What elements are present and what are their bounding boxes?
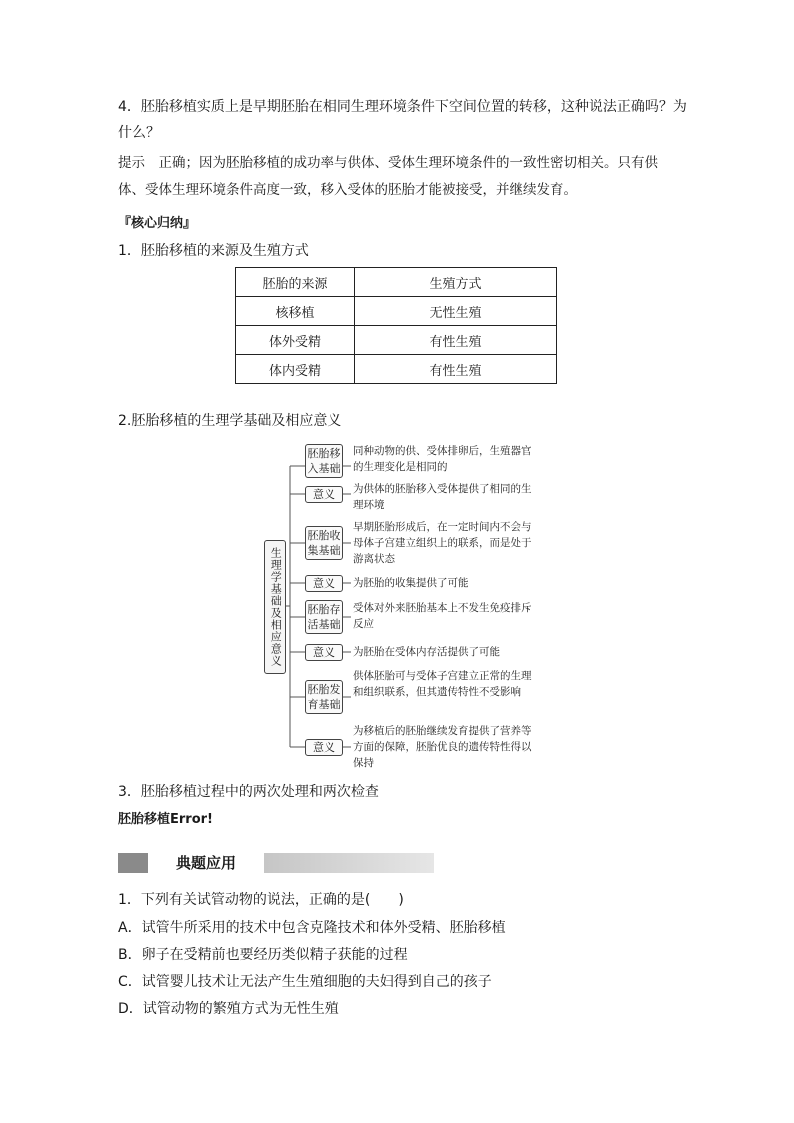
node-text-meaning-1: 为供体的胚胎移入受体提供了相同的生理环境	[353, 483, 532, 511]
item-2-title: 2.胚胎移植的生理学基础及相应意义	[118, 413, 342, 429]
question-stem: 1．下列有关试管动物的说法，正确的是( )	[118, 892, 404, 908]
question-4-line-2: 什么？	[118, 125, 160, 141]
node-label-meaning-1: 意义	[305, 486, 343, 503]
node-label-meaning-4: 意义	[305, 739, 343, 756]
option-b: B．卵子在受精前也要经历类似精子获能的过程	[118, 947, 408, 963]
table-header-cell: 胚胎的来源	[236, 268, 355, 297]
table-cell: 体内受精	[236, 355, 355, 384]
table-cell: 核移植	[236, 297, 355, 326]
node-text-transfer-basis: 同种动物的供、受体排卵后，生殖器官的生理变化是相同的	[353, 445, 532, 473]
question-4-line-1: 4．胚胎移植实质上是早期胚胎在相同生理环境条件下空间位置的转移，这种说法正确吗？为	[118, 99, 687, 115]
banner-left-block	[118, 853, 148, 873]
item-3-body: 胚胎移植Error!	[118, 812, 213, 827]
table-cell: 有性生殖	[355, 355, 557, 384]
node-text-development-basis: 供体胚胎可与受体子宫建立正常的生理和组织联系，但其遗传特性不受影响	[353, 670, 532, 698]
section-core-summary: 『核心归纳』	[118, 216, 197, 231]
hint-line-2: 体、受体生理环境条件高度一致，移入受体的胚胎才能被接受，并继续发育。	[118, 182, 577, 198]
banner-label: 典题应用	[148, 853, 264, 873]
node-label-transfer-basis: 胚胎移 入基础	[305, 444, 343, 478]
node-label-survival-basis: 胚胎存 活基础	[305, 600, 343, 634]
node-text-meaning-3: 为胚胎在受体内存活提供了可能	[353, 646, 500, 658]
option-a: A．试管牛所采用的技术中包含克隆技术和体外受精、胚胎移植	[118, 920, 506, 936]
diagram-root	[264, 540, 286, 674]
diagram-root-label: 生理学基础及相应意义	[269, 547, 283, 667]
table-cell: 无性生殖	[355, 297, 557, 326]
node-label-meaning-2: 意义	[305, 575, 343, 592]
node-label-development-basis: 胚胎发 育基础	[305, 680, 343, 714]
item-1-title: 1．胚胎移植的来源及生殖方式	[118, 243, 309, 259]
table-header-cell: 生殖方式	[355, 268, 557, 297]
node-label-collection-basis: 胚胎收 集基础	[305, 526, 343, 560]
node-text-meaning-4: 为移植后的胚胎继续发育提供了营养等方面的保障，胚胎优良的遗传特性得以保持	[353, 725, 532, 769]
hint-line-1: 提示 正确；因为胚胎移植的成功率与供体、受体生理环境条件的一致性密切相关。只有供	[118, 155, 658, 171]
node-text-meaning-2: 为胚胎的收集提供了可能	[353, 577, 469, 589]
item-3-title: 3．胚胎移植过程中的两次处理和两次检查	[118, 784, 379, 800]
option-c: C．试管婴儿技术让无法产生生殖细胞的夫妇得到自己的孩子	[118, 974, 492, 990]
table-cell: 有性生殖	[355, 326, 557, 355]
section-banner	[118, 853, 434, 873]
table-cell: 体外受精	[236, 326, 355, 355]
node-text-collection-basis: 早期胚胎形成后，在一定时间内不会与母体子宫建立组织上的联系，而是处于游离状态	[353, 521, 532, 565]
node-text-survival-basis: 受体对外来胚胎基本上不发生免疫排斥反应	[353, 602, 532, 630]
option-d: D．试管动物的繁殖方式为无性生殖	[118, 1001, 339, 1017]
node-label-meaning-3: 意义	[305, 644, 343, 661]
